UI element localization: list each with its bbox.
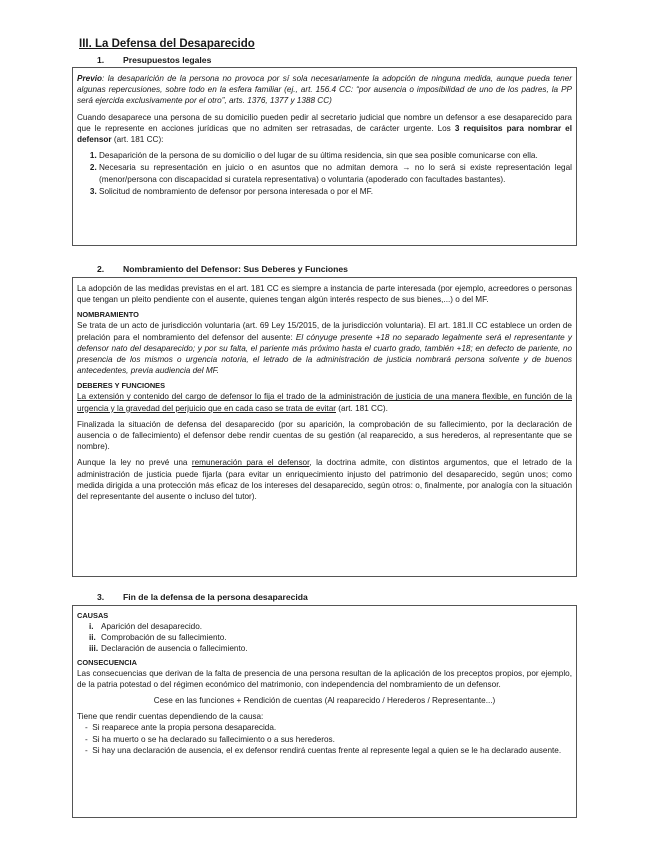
nombramiento-text: Se trata de un acto de jurisdicción voluntaria (art. 69 Ley 15/2015, de la jurisdicción voluntaria). El art. 181.II CC establece un orden de prelación para el nombramiento del defensor del ausente: bbox=[77, 321, 572, 342]
rendir-item: - Si hay una declaración de ausencia, el ex defensor rendirá cuentas frente al represente legal a quien se le ha declarado ausente. bbox=[85, 745, 562, 755]
causas-list bbox=[77, 621, 572, 655]
rendir-item: - Si ha muerto o se ha declarado su fallecimiento o a sus herederos. bbox=[85, 734, 335, 744]
causa-number: iii. bbox=[89, 644, 99, 654]
rendir-item: - Si reaparece ante la propia persona desaparecida. bbox=[85, 723, 277, 733]
rendir-text: Si reaparece ante la propia persona desaparecida. bbox=[92, 723, 277, 733]
nombramiento-paragraph bbox=[77, 320, 572, 376]
requisito-item: 2. Necesaria su representación en juicio o en asuntos que no admitan demora → no lo será si existe representación legal (menor/persona con discapacidad si curatela representativa) o voluntaria (apoderado con facultades bastantes). bbox=[99, 162, 572, 184]
requisitos-intro-text: Cuando desaparece una persona de su domicilio pueden pedir al secretario judicial que nombre un defensor a ese desaparecido para que le represente en acciones jurídicas que no admiten ser retrasadas, de carácter urgente. Los bbox=[77, 112, 572, 133]
remuneracion-paragraph bbox=[77, 457, 572, 502]
rendir-intro: Tiene que rendir cuentas dependiendo de la causa: bbox=[77, 712, 264, 722]
cese-line: Cese en las funciones + Rendición de cuentas (Al reaparecido / Herederos / Representante...) bbox=[153, 696, 496, 706]
requisito-item: 3. Solicitud de nombramiento de defensor por persona interesada o por el MF. bbox=[99, 186, 572, 197]
causa-item bbox=[89, 632, 572, 643]
deberes-end: (art. 181 CC). bbox=[335, 403, 388, 413]
remuneracion-underlined: remuneración para el defensor bbox=[191, 458, 310, 468]
section-3-box bbox=[72, 605, 577, 818]
section-1-heading bbox=[97, 55, 211, 65]
rendicion-paragraph: Finalizada la situación de defensa del desaparecido (por su aparición, la comprobación de su fallecimiento, por la declaración de ausencia o de fallecimiento) el defensor debe rendir cuentas de su gestión (al reaparecido, a sus herederos, al representante que se nombre). bbox=[77, 419, 572, 452]
section-1-title: Presupuestos legales bbox=[123, 55, 212, 65]
section-1-number: 1. bbox=[97, 55, 105, 65]
requisitos-bold: 3 requisitos para nombrar el defensor bbox=[77, 123, 572, 145]
causas-label: CAUSAS bbox=[77, 611, 109, 620]
nombramiento-italic: El cónyuge presente +18 no separado legalmente será el representante y defensor nato del desaparecido; y por su falta, el pariente más próximo hasta el cuarto grado, también +18; en defecto de pariente, no presencia de los mismos o urgencia notoria, el letrado de la administración de justicia nombrará persona solvente y de buenos antecedentes, previa audiencia del MF. bbox=[77, 332, 572, 376]
section-1-box bbox=[72, 67, 577, 246]
causa-number: ii. bbox=[89, 633, 96, 643]
causa-text: Aparición del desaparecido. bbox=[101, 622, 203, 631]
consecuencia-label: CONSECUENCIA bbox=[77, 657, 137, 667]
deberes-paragraph bbox=[77, 391, 572, 413]
requisitos-intro-end: (art. 181 CC): bbox=[111, 135, 164, 145]
causa-text: Comprobación de su fallecimiento. bbox=[101, 633, 227, 643]
requisito-item: 1. Desaparición de la persona de su domicilio o del lugar de su última residencia, sin que sea posible comunicarse con ella. bbox=[99, 150, 572, 161]
consecuencia-paragraph: Las consecuencias que derivan de la falta de presencia de una persona resultan de la aplicación de los preceptos propios, por ejemplo, de la patria potestad o del régimen económico del matrimonio, con independencia del nombramiento de un defensor. bbox=[77, 668, 572, 689]
section-2-number: 2. bbox=[97, 264, 105, 274]
medidas-paragraph: La adopción de las medidas previstas en el art. 181 CC es siempre a instancia de parte interesada (por ejemplo, acreedores o personas que tengan un pleito pendiente con el ausente, quienes tengan algún interés respecto de sus bienes,...) o del MF. bbox=[77, 284, 572, 305]
requisitos-intro bbox=[77, 112, 572, 146]
page-title: III. La Defensa del Desaparecido bbox=[79, 38, 255, 50]
causa-item bbox=[89, 643, 572, 654]
deberes-label: DEBERES Y FUNCIONES bbox=[77, 381, 166, 391]
rendir-list bbox=[77, 722, 572, 756]
causa-number: i. bbox=[89, 622, 94, 631]
rendir-text: Si ha muerto o se ha declarado su fallecimiento o a sus herederos. bbox=[92, 734, 335, 744]
previo-label: Previo bbox=[77, 74, 103, 83]
causa-text: Declaración de ausencia o fallecimiento. bbox=[101, 644, 248, 654]
section-2-heading bbox=[97, 264, 348, 274]
rendir-text: Si hay una declaración de ausencia, el ex defensor rendirá cuentas frente al represente legal a quien se le ha declarado ausente. bbox=[92, 745, 562, 755]
deberes-underlined: La extensión y contenido del cargo de defensor lo fija el trado de la administración de justicia de una manera flexible, en función de la urgencia y la gravedad del perjuicio que en cada caso se trata de evitar bbox=[77, 392, 572, 413]
causa-item bbox=[89, 621, 572, 632]
section-2-title: Nombramiento del Defensor: Sus Deberes y Funciones bbox=[123, 264, 348, 274]
remuneracion-start: Aunque la ley no prevé una bbox=[77, 458, 192, 468]
previo-paragraph bbox=[77, 73, 572, 107]
section-3-title: Fin de la defensa de la persona desaparecida bbox=[123, 592, 308, 602]
previo-text: : la desaparición de la persona no provoca por sí sola necesariamente la adopción de ninguna medida, aunque pueda tener algunas repercusiones, sobre todo en la esfera familiar (ej., art. 156.4 CC: “por ausencia o imposibilidad de uno de los padres, la PP será ejercida exclusivamente por el otro”, arts. 1376, 1377 y 1388 CC) bbox=[77, 74, 572, 106]
section-3-heading bbox=[97, 592, 308, 602]
requisitos-list bbox=[77, 150, 572, 197]
nombramiento-label: NOMBRAMIENTO bbox=[77, 310, 139, 320]
remuneracion-end: , la doctrina admite, con distintos argumentos, que el letrado de la administración de justicia puede fijarla (para evitar un enriquecimiento injusto del patrimonio del desaparecido, según unos; como medida dirigida a una protección más eficaz de los intereses del desaparecido, según otros: o, finalmente, por analogía con la situación del representante del ausente o incluso del tutor). bbox=[77, 458, 572, 502]
section-3-number: 3. bbox=[97, 592, 105, 602]
section-2-box bbox=[72, 277, 577, 577]
